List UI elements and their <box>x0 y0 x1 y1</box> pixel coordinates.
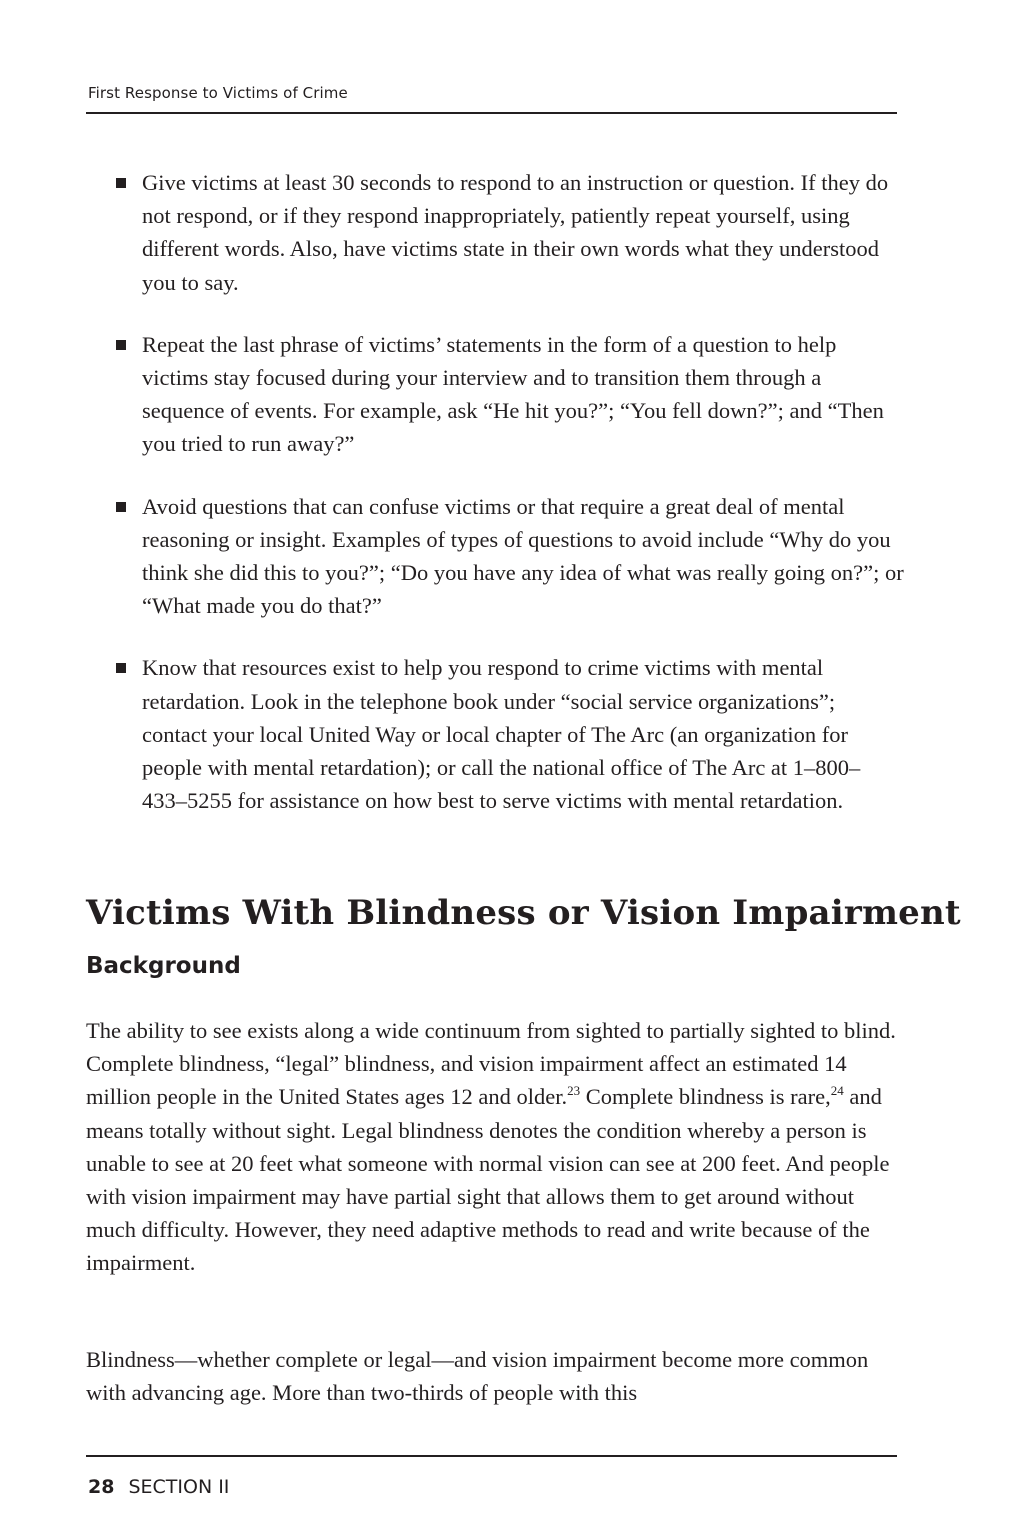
bullet-text: Avoid questions that can confuse victims or that require a great deal of mental reasoning or insight. Examples of types of questions to avoid include “Why do you think she did this to you?”; “Do you have any idea of what was really going on?”; or “What made you do that?” <box>142 493 904 619</box>
body-paragraph: Blindness—whether complete or legal—and vision impairment become more common with advancing age. More than two-thirds of people with this <box>86 1347 869 1406</box>
bullet-item <box>114 490 904 623</box>
footer-rule <box>86 1455 897 1457</box>
bullet-list <box>114 166 904 846</box>
header-rule <box>86 112 897 114</box>
running-header: First Response to Victims of Crime <box>88 84 348 102</box>
body-paragraph <box>86 1014 906 1280</box>
footnote-ref: 24 <box>830 1083 844 1099</box>
bullet-text: Know that resources exist to help you respond to crime victims with mental retardation. Look in the telephone book under “social service organizations”; contact your local United Way or local chapter of The Arc (an organization for people with mental retardation); or call the national office of The Arc at 1–800–433–5255 for assistance on how best to serve victims with mental retardation. <box>142 655 861 814</box>
bullet-text: Repeat the last phrase of victims’ statements in the form of a question to help victims stay focused during your interview and to transition them through a sequence of events. For example, ask “He hit you?”; “You fell down?”; and “Then you tried to run away?” <box>142 331 884 457</box>
paragraph-text: and means totally without sight. Legal blindness denotes the condition whereby a person is unable to see at 20 feet what someone with normal vision can see at 200 feet. And people with vision impairment may have partial sight that allows them to get around without much difficulty. However, they need adaptive methods to read and write because of the impairment. <box>86 1084 890 1276</box>
bullet-text: Give victims at least 30 seconds to respond to an instruction or question. If they do not respond, or if they respond inappropriately, patiently repeat yourself, using different words. Also, have victims state in their own words what they understood you to say. <box>142 170 889 295</box>
bullet-item <box>114 328 904 461</box>
bullet-item <box>114 651 904 817</box>
section-label: SECTION II <box>128 1476 230 1498</box>
page-footer <box>88 1476 229 1498</box>
footnote-ref: 23 <box>567 1083 581 1099</box>
bullet-item <box>114 166 904 299</box>
paragraph-text: Complete blindness is rare, <box>580 1084 831 1110</box>
square-bullet-icon <box>116 502 126 512</box>
section-subtitle: Background <box>86 953 241 979</box>
page-number: 28 <box>88 1476 115 1498</box>
square-bullet-icon <box>116 663 126 673</box>
section-title: Victims With Blindness or Vision Impairment <box>86 893 961 933</box>
square-bullet-icon <box>116 340 126 350</box>
square-bullet-icon <box>116 178 126 188</box>
paragraph-text: The ability to see exists along a wide continuum from sighted to partially sighted to blind. Complete blindness, “legal” blindness, and vision impairment affect an estimated 14 million people in the United States ages 12 and older. <box>86 1018 896 1110</box>
